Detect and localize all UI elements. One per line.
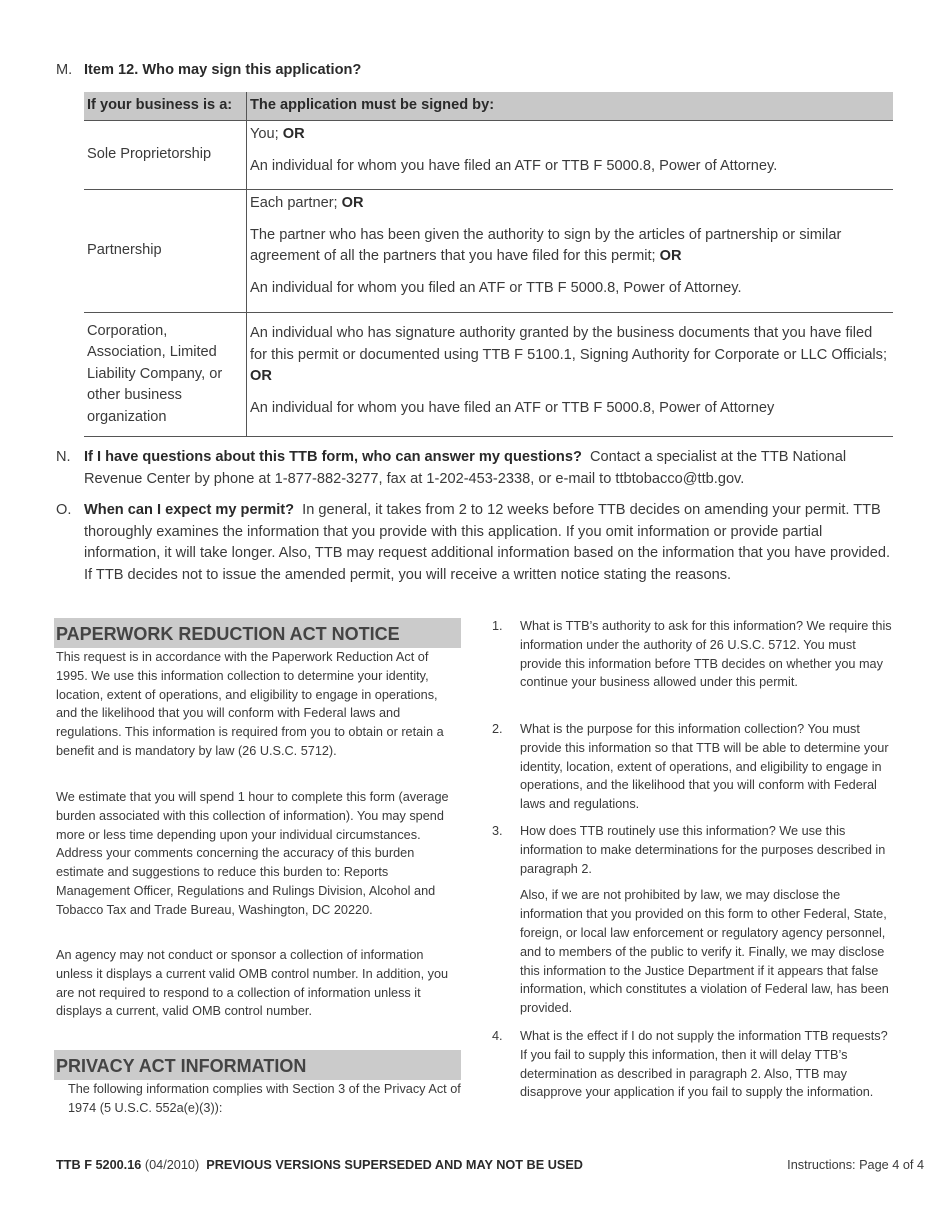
signer-option: The partner who has been given the authority to sign by the articles of partnership or similar agreement of all the partners that you have filed for this permit; OR [250,226,842,264]
signer-cell [247,313,894,437]
signer-cell [247,121,894,190]
section-m [56,60,896,82]
privacy-item-number: 1. [492,619,503,633]
business-type: Corporation, Association, Limited Liability Company, or other business organization [84,313,247,437]
footer-page-number: Instructions: Page 4 of 4 [787,1158,924,1172]
privacy-item [492,822,894,1018]
footer-form-id: TTB F 5200.16 (04/2010) PREVIOUS VERSIONS SUPERSEDED AND MAY NOT BE USED [56,1158,583,1172]
privacy-item-text: What is the effect if I do not supply the information TTB requests? If you fail to supply this information, then it will delay TTB’s determination as described in paragraph 2. Also, TTB may disapprove your application if you fail to supply the information. [520,1029,888,1100]
paperwork-heading: PAPERWORK REDUCTION ACT NOTICE [54,618,461,648]
paperwork-paragraph: An agency may not conduct or sponsor a collection of information unless it displays a current valid OMB control number. In addition, you are not required to respond to a collection of information unless it displays a current, valid OMB control number. [56,948,449,1019]
signature-table [84,92,893,437]
table-row [84,313,893,437]
section-n-letter: N. [56,449,71,465]
privacy-intro: The following information complies with Section 3 of the Privacy Act of 1974 (5 U.S.C. 552a(e)(3)): [68,1082,461,1115]
business-type: Sole Proprietorship [84,121,247,190]
privacy-item-text: How does TTB routinely use this information? We use this information to make determinations for the purposes described in paragraph 2. [520,824,886,876]
business-type: Partnership [84,190,247,313]
paperwork-paragraph: We estimate that you will spend 1 hour to complete this form (average burden associated with this collection of information). You may spend more or less time depending upon your individual circumstances. Address your comments concerning the accuracy of this burden estimate and suggestions to reduce this burden to: Reports Management Officer, Regulations and Rulings Division, Alcohol and Tobacco Tax and Trade Bureau, Washington, DC 20220. [56,790,449,917]
privacy-item [492,720,894,814]
section-n-question: If I have questions about this TTB form, who can answer my questions? [84,449,582,465]
privacy-item-number: 3. [492,824,503,838]
privacy-item [492,1027,894,1102]
privacy-item [492,617,894,692]
section-n [56,447,896,490]
signer-option: An individual for whom you have filed an ATF or TTB F 5000.8, Power of Attorney. [250,157,778,174]
paperwork-paragraph: This request is in accordance with the Paperwork Reduction Act of 1995. We use this information collection to determine your identity, location, extent of operations, and eligibility to engage in operations, and the likelihood that you will conform with Federal laws and regulations. This information is required from you to obtain or retain a benefit and is mandatory by law (26 U.S.C. 5712). [56,650,444,758]
privacy-item-text: What is the purpose for this information collection? You must provide this information so that TTB will be able to determine your identity, location, extent of operations, and eligibility to engage in operations, and the likelihood that you will conform with Federal laws and regulations. [520,722,889,812]
table-row [84,190,893,313]
section-o-question: When can I expect my permit? [84,502,295,518]
table-header-signer: The application must be signed by: [247,92,894,121]
table-header-business: If your business is a: [84,92,247,121]
section-o-answer: In general, it takes from 2 to 12 weeks before TTB decides on amending your permit. TTB thoroughly examines the information that you provide with this application. If you omit information or provide partial information, it will take longer. Also, TTB may request additional information based on the information that you have provided. If TTB decides not to issue the amended permit, you will receive a written notice stating the reasons. [84,502,891,583]
signer-option: An individual who has signature authority granted by the business documents that you have filed for this permit or documented using TTB F 5100.1, Signing Authority for Corporate or LLC Officials; OR [250,325,888,384]
section-m-title: Item 12. Who may sign this application? [84,62,362,78]
privacy-item-text: What is TTB’s authority to ask for this information? We require this information under the authority of 26 U.S.C. 5712. You must provide this information before TTB decides on whether you may continue your business allowed under this permit. [520,619,892,690]
table-row [84,121,893,190]
section-n-answer: Contact a specialist at the TTB National Revenue Center by phone at 1-877-882-3277, fax at 1-202-453-2338, or e-mail to ttbtobacco@ttb.gov. [84,449,847,487]
section-o [56,500,896,586]
signer-option: An individual for whom you filed an ATF or TTB F 5000.8, Power of Attorney. [250,279,742,296]
signer-option: Each partner; OR [250,195,364,211]
privacy-item-number: 2. [492,722,503,736]
signer-option: You; OR [250,126,305,142]
section-m-letter: M. [56,62,73,78]
privacy-item-extra: Also, if we are not prohibited by law, we may disclose the information that you provided on this form to other Federal, State, foreign, or local law enforcement or regulatory agency personnel, and to members of the public to verify it. Finally, we may disclose this information to the Justice Department if it appears that false information, which constitutes a violation of Federal law, has been provided. [520,888,889,1016]
section-o-letter: O. [56,502,72,518]
signer-cell [247,190,894,313]
signer-option: An individual for whom you have filed an ATF or TTB F 5000.8, Power of Attorney [250,399,775,416]
privacy-item-number: 4. [492,1029,503,1043]
privacy-heading: PRIVACY ACT INFORMATION [54,1050,461,1080]
